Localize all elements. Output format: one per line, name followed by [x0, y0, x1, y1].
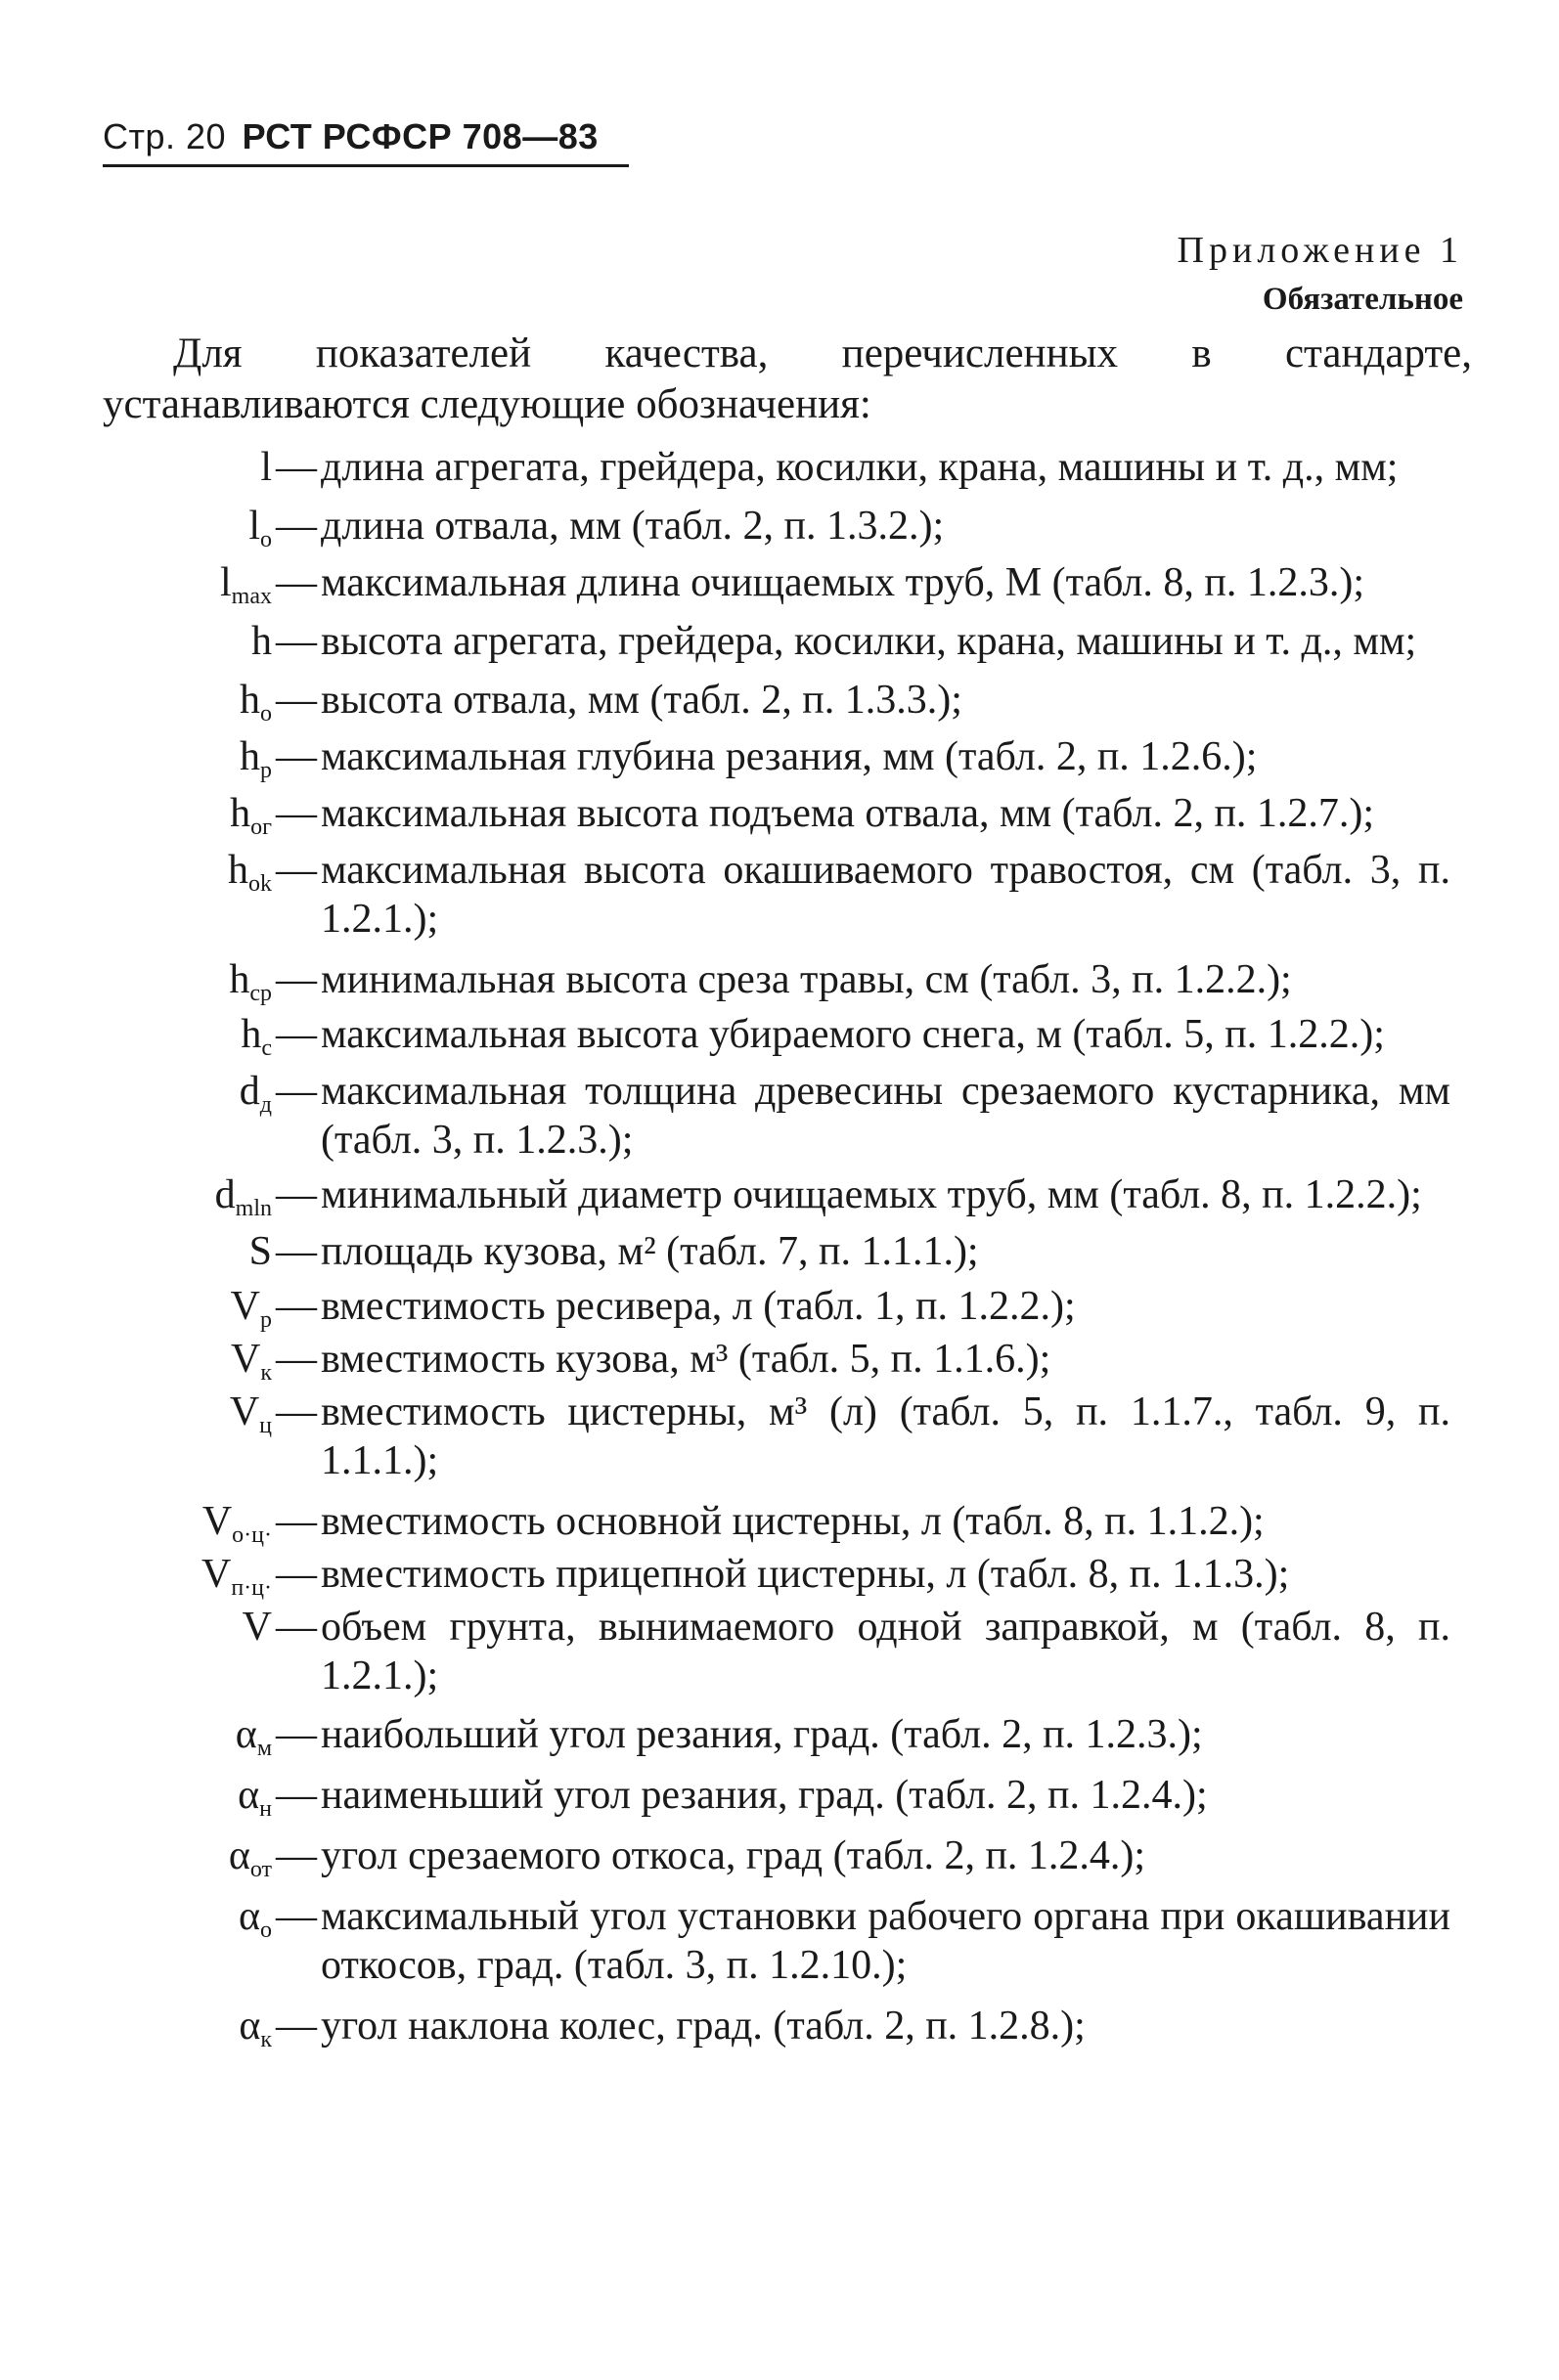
definition-dash: — [276, 1069, 317, 1114]
definition-dash: — [276, 678, 317, 723]
definition-symbol: $V_{о\cdot ц\cdot}$ [201, 1499, 272, 1548]
definition-item [0, 617, 1559, 666]
definition-text: наименьший угол резания, град. (табл. 2, п. 1.2.4.); [321, 1773, 1208, 1818]
definition-text: длина агрегата, грейдера, косилки, крана, машины и т. д., мм; [321, 445, 1399, 490]
definition-item [0, 789, 1559, 838]
definition-symbol: $l_{max}$ [220, 560, 272, 609]
definition-dash: — [276, 1389, 317, 1434]
definition-symbol: $\alpha_о$ [238, 1894, 272, 1943]
definition-dash: — [276, 1337, 317, 1382]
definition-text: вместимость цистерны, м³ (л) (табл. 5, п. 1.1.7., табл. 9, п. 1.1.1.); [321, 1389, 1450, 1483]
definition-symbol: $h_р$ [240, 734, 272, 783]
definition-text: вместимость прицепной цистерны, л (табл. 8, п. 1.1.3.); [321, 1552, 1290, 1597]
page-header [103, 115, 629, 167]
definition-symbol: V [242, 1605, 272, 1650]
definition-dash: — [276, 1499, 317, 1544]
definition-symbol: $V_{п\cdot ц\cdot}$ [200, 1552, 272, 1601]
definition-item [0, 1710, 1559, 1759]
definition-item [0, 1170, 1559, 1219]
definition-text: вместимость ресивера, л (табл. 1, п. 1.2.2.); [321, 1284, 1076, 1329]
definition-item [0, 676, 1559, 725]
intro-paragraph: Для показателей качества, перечисленных в стандарте, устанавливаются следующие обозначения: [103, 331, 1472, 427]
definition-text: угол наклона колес, град. (табл. 2, п. 1.2.8.); [321, 2004, 1086, 2049]
definition-item [0, 1335, 1559, 1384]
definition-symbol: $\alpha_н$ [238, 1773, 272, 1822]
appendix-title: Приложение 1 [1177, 230, 1463, 271]
definition-dash: — [276, 1552, 317, 1597]
definition-text: длина отвала, мм (табл. 2, п. 1.3.2.); [321, 504, 945, 549]
definition-text: высота отвала, мм (табл. 2, п. 1.3.3.); [321, 678, 962, 723]
definition-symbol: $h_{ог}$ [230, 791, 272, 840]
definition-symbol: S [248, 1229, 272, 1274]
definition-item [0, 1067, 1559, 1165]
definition-text: максимальная глубина резания, мм (табл. 2, п. 1.2.6.); [321, 734, 1258, 779]
definition-item [0, 1603, 1559, 1700]
definition-dash: — [276, 560, 317, 605]
definition-text: площадь кузова, м² (табл. 7, п. 1.1.1.); [321, 1229, 979, 1274]
definition-item [0, 443, 1559, 492]
definition-item [0, 732, 1559, 781]
definition-text: наибольший угол резания, град. (табл. 2, п. 1.2.3.); [321, 1712, 1203, 1757]
definition-dash: — [276, 848, 317, 893]
definition-text: максимальная длина очищаемых труб, М (табл. 8, п. 1.2.3.); [321, 560, 1365, 605]
definition-symbol: l [260, 445, 272, 490]
definition-item [0, 1388, 1559, 1485]
definition-item [0, 1831, 1559, 1880]
page-number: Стр. 20 [103, 116, 227, 156]
definition-dash: — [276, 1773, 317, 1818]
definition-dash: — [276, 2004, 317, 2049]
definition-dash: — [276, 1894, 317, 1939]
definition-dash: — [276, 1229, 317, 1274]
definition-dash: — [276, 445, 317, 490]
definition-text: вместимость кузова, м³ (табл. 5, п. 1.1.6.); [321, 1337, 1051, 1382]
definition-symbol: $\alpha_к$ [239, 2004, 272, 2052]
definition-text: максимальная толщина древесины срезаемого кустарника, мм (табл. 3, п. 1.2.3.); [321, 1069, 1450, 1163]
definition-symbol: $h_{ср}$ [229, 957, 272, 1006]
definition-dash: — [276, 1712, 317, 1757]
definition-item [0, 1010, 1559, 1059]
definition-symbol: $\alpha_{от}$ [228, 1833, 272, 1882]
definition-symbol: $h_{ok}$ [228, 848, 272, 897]
definition-item [0, 955, 1559, 1004]
definition-dash: — [276, 734, 317, 779]
definition-dash: — [276, 1833, 317, 1878]
definition-symbol: $h_о$ [240, 678, 272, 727]
definition-text: максимальная высота убираемого снега, м (табл. 5, п. 1.2.2.); [321, 1012, 1385, 1057]
definition-symbol: $V_к$ [230, 1337, 272, 1386]
definition-text: максимальная высота окашиваемого травостоя, см (табл. 3, п. 1.2.1.); [321, 848, 1450, 942]
standard-code: РСТ РСФСР 708—83 [242, 116, 599, 156]
definition-text: угол срезаемого откоса, град (табл. 2, п. 1.2.4.); [321, 1833, 1146, 1878]
definition-item [0, 558, 1559, 607]
definition-item [0, 846, 1559, 944]
definition-item [0, 502, 1559, 551]
definition-item [0, 1892, 1559, 1990]
definition-dash: — [276, 619, 317, 664]
definition-symbol: $V_р$ [230, 1284, 272, 1333]
definition-text: максимальная высота подъема отвала, мм (табл. 2, п. 1.2.7.); [321, 791, 1375, 836]
definition-item [0, 1550, 1559, 1599]
definition-item [0, 2002, 1559, 2050]
definition-text: объем грунта, вынимаемого одной заправкой, м (табл. 8, п. 1.2.1.); [321, 1605, 1450, 1698]
definition-dash: — [276, 1284, 317, 1329]
definition-symbol: $l_о$ [248, 504, 272, 552]
definition-text: минимальная высота среза травы, см (табл. 3, п. 1.2.2.); [321, 957, 1292, 1002]
definition-item [0, 1227, 1559, 1276]
definition-dash: — [276, 1605, 317, 1650]
definition-text: высота агрегата, грейдера, косилки, крана, машины и т. д., мм; [321, 619, 1417, 664]
definition-symbol: $d_{mln}$ [214, 1172, 272, 1221]
definition-item [0, 1497, 1559, 1546]
definition-text: вместимость основной цистерны, л (табл. 8, п. 1.1.2.); [321, 1499, 1265, 1544]
definition-dash: — [276, 1172, 317, 1217]
definition-symbol: h [251, 619, 272, 664]
definition-text: минимальный диаметр очищаемых труб, мм (табл. 8, п. 1.2.2.); [321, 1172, 1422, 1217]
definition-dash: — [276, 957, 317, 1002]
definition-dash: — [276, 1012, 317, 1057]
appendix-note: Обязательное [1262, 282, 1463, 317]
definitions-list [0, 435, 1559, 2050]
definition-text: максимальный угол установки рабочего органа при окашивании откосов, град. (табл. 3, п. 1.2.10.); [321, 1894, 1450, 1988]
definition-item [0, 1282, 1559, 1331]
definition-symbol: $V_ц$ [229, 1389, 272, 1438]
definition-symbol: $h_с$ [241, 1012, 272, 1061]
definition-item [0, 1771, 1559, 1820]
definition-symbol: $d_д$ [239, 1069, 272, 1118]
definition-dash: — [276, 791, 317, 836]
definition-dash: — [276, 504, 317, 549]
definition-symbol: $\alpha_м$ [235, 1712, 272, 1761]
